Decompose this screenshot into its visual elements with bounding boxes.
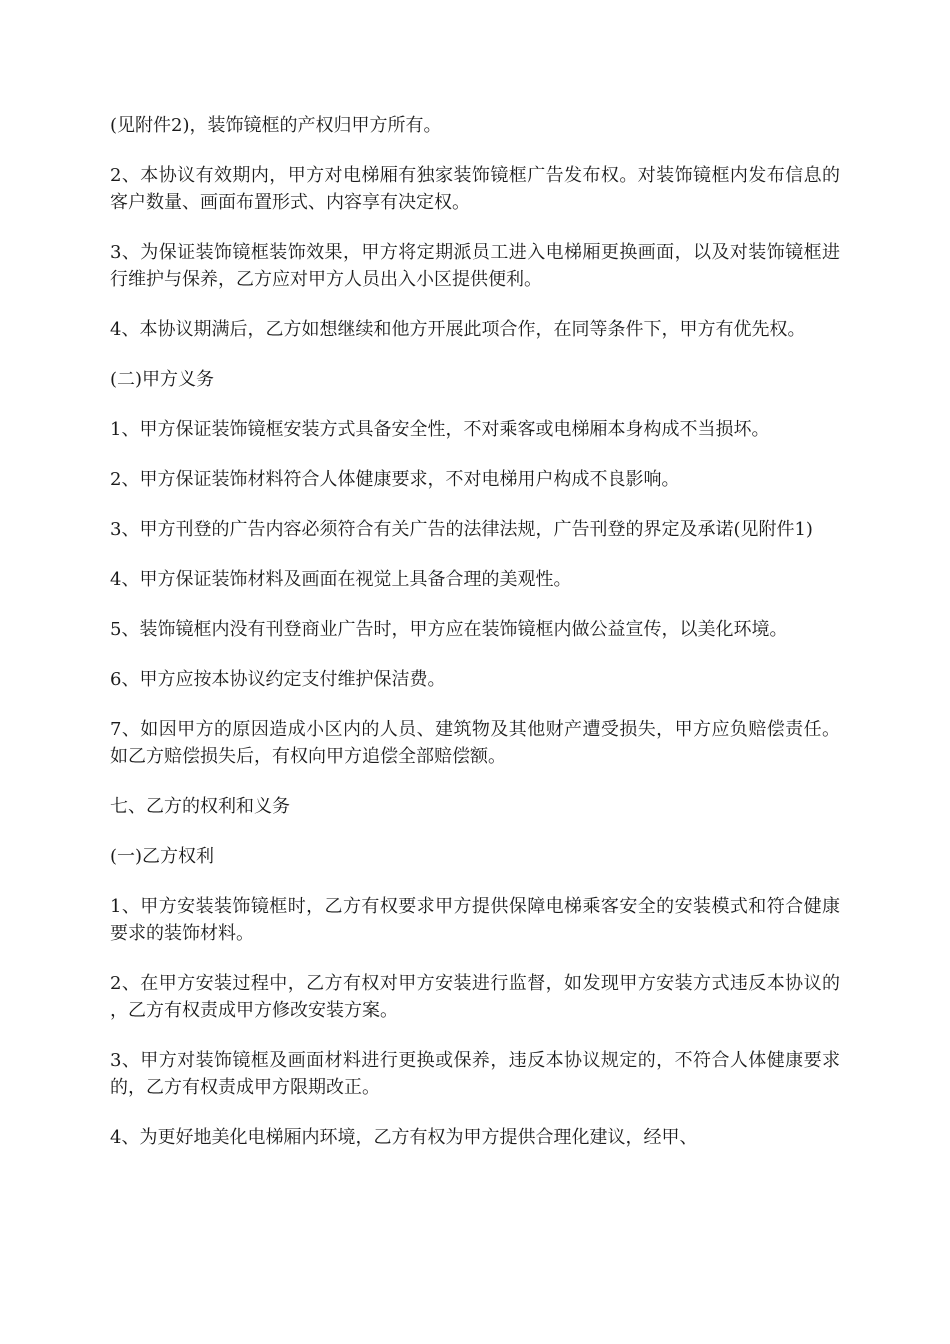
paragraph: 2、在甲方安装过程中，乙方有权对甲方安装进行监督，如发现甲方安装方式违反本协议的，乙方有权责成甲方修改安装方案。 xyxy=(110,973,840,1021)
paragraph: 3、为保证装饰镜框装饰效果，甲方将定期派员工进入电梯厢更换画面，以及对装饰镜框进行维护与保养，乙方应对甲方人员出入小区提供便利。 xyxy=(110,242,840,290)
paragraph: 1、甲方保证装饰镜框安装方式具备安全性，不对乘客或电梯厢本身构成不当损坏。 xyxy=(110,419,770,440)
paragraph: 4、甲方保证装饰材料及画面在视觉上具备合理的美观性。 xyxy=(110,569,572,590)
paragraph: (见附件2)，装饰镜框的产权归甲方所有。 xyxy=(110,115,442,136)
paragraph: 2、甲方保证装饰材料符合人体健康要求，不对电梯用户构成不良影响。 xyxy=(110,469,680,490)
paragraph: 1、甲方安装装饰镜框时，乙方有权要求甲方提供保障电梯乘客安全的安装模式和符合健康要求的装饰材料。 xyxy=(110,896,840,944)
paragraph: 3、甲方对装饰镜框及画面材料进行更换或保养，违反本协议规定的，不符合人体健康要求的，乙方有权责成甲方限期改正。 xyxy=(110,1050,840,1098)
paragraph: 4、本协议期满后，乙方如想继续和他方开展此项合作，在同等条件下，甲方有优先权。 xyxy=(110,319,806,340)
paragraph: 3、甲方刊登的广告内容必须符合有关广告的法律法规，广告刊登的界定及承诺(见附件1) xyxy=(110,519,813,540)
document-body xyxy=(110,112,840,1174)
section-heading: (二)甲方义务 xyxy=(110,369,215,390)
paragraph: 2、本协议有效期内，甲方对电梯厢有独家装饰镜框广告发布权。对装饰镜框内发布信息的客户数量、画面布置形式、内容享有决定权。 xyxy=(110,165,840,213)
paragraph: 7、如因甲方的原因造成小区内的人员、建筑物及其他财产遭受损失，甲方应负赔偿责任。如乙方赔偿损失后，有权向甲方追偿全部赔偿额。 xyxy=(110,719,840,767)
section-heading: (一)乙方权利 xyxy=(110,846,215,867)
section-heading: 七、乙方的权利和义务 xyxy=(110,796,290,817)
paragraph: 6、甲方应按本协议约定支付维护保洁费。 xyxy=(110,669,446,690)
paragraph: 4、为更好地美化电梯厢内环境，乙方有权为甲方提供合理化建议，经甲、 xyxy=(110,1127,698,1148)
paragraph: 5、装饰镜框内没有刊登商业广告时，甲方应在装饰镜框内做公益宣传，以美化环境。 xyxy=(110,619,788,640)
